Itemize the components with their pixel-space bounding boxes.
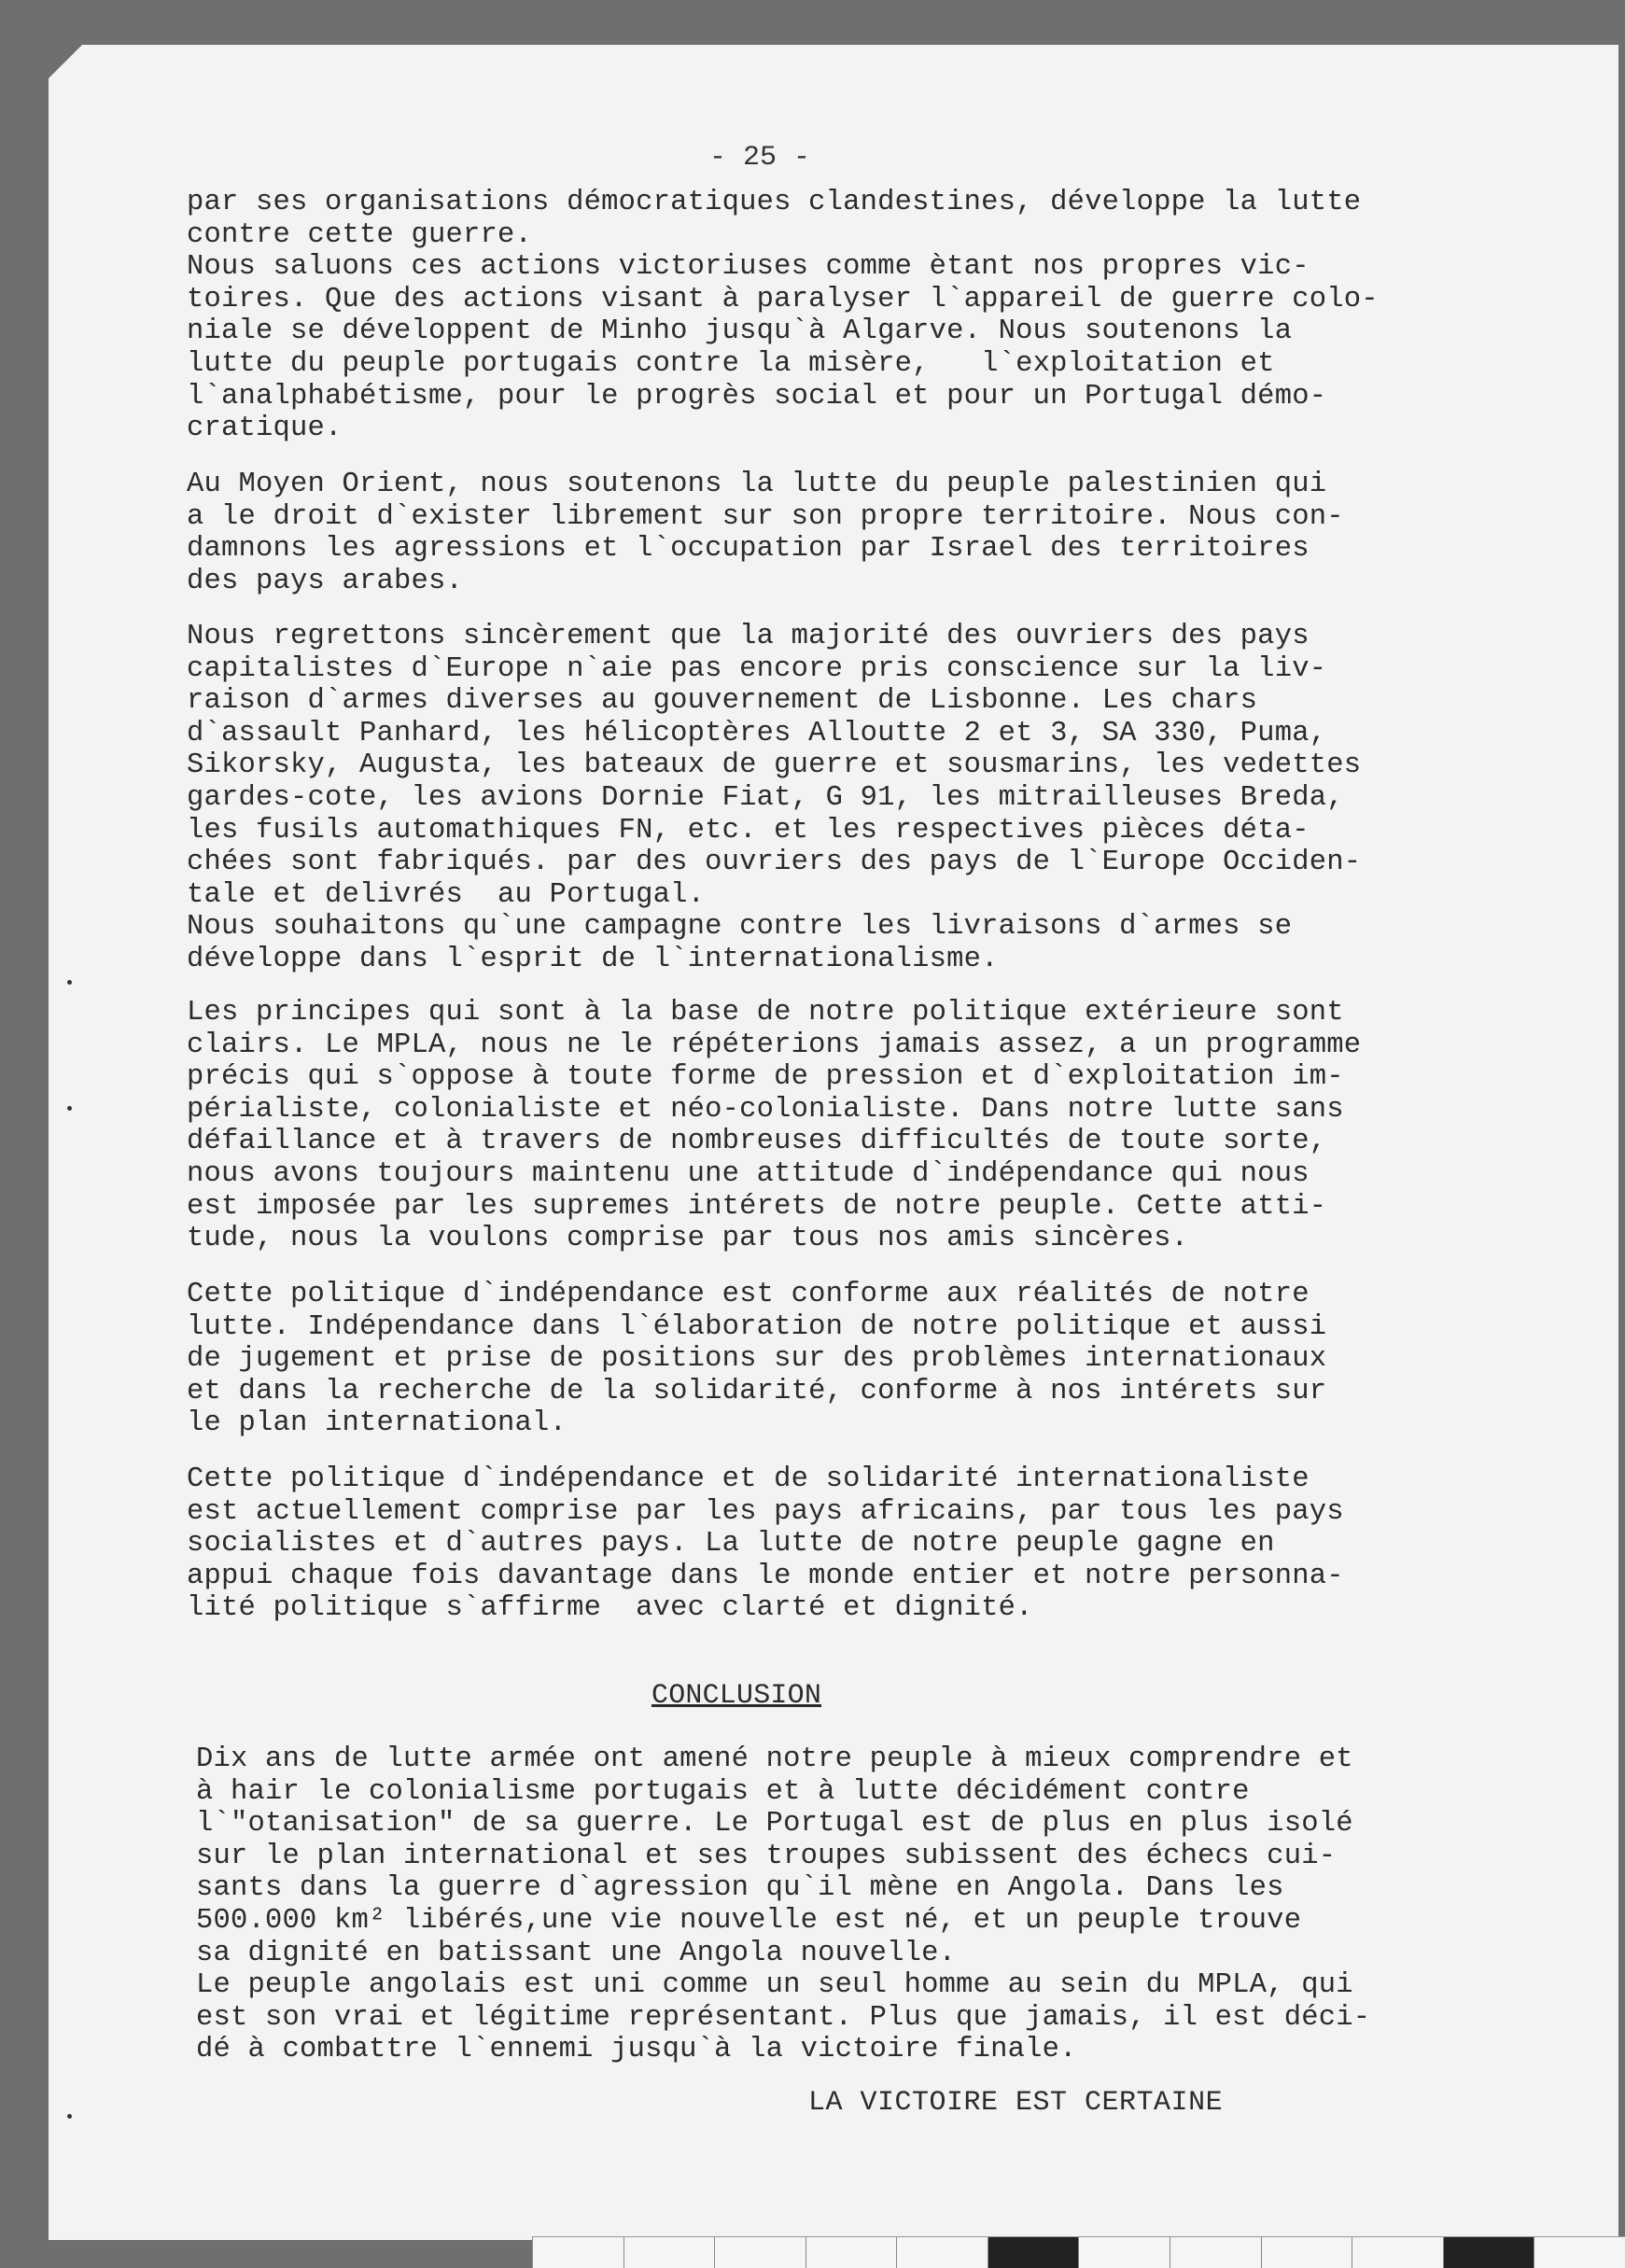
page-number: - 25 - [709, 142, 811, 174]
margin-mark [67, 2114, 72, 2119]
paragraph-arms-deliveries: Nous regrettons sincèrement que la majorité des ouvriers des pays capitalistes d`Europe n`aie pas encore pris conscience sur la liv- raison d`armes diverses au gouvernement de Lisbonne. Les chars d`assault Panhard, les hélicoptères Alloutte 2 et 3, SA 330, Puma, Sikorsky, Augusta, les bateaux de guerre et sousmarins, les vedettes gardes-cote, les avions Dornie Fiat, G 91, les mitrailleuses Breda, les fusils automathiques FN, etc. et les respectives pièces déta- chées sont fabriqués. par des ouvriers des pays de l`Europe Occiden- tale et delivrés au Portugal. Nous souhaitons qu`une campagne contre les livraisons d`armes se développe dans l`esprit de l`internationalisme. [187, 621, 1362, 975]
conclusion-heading: CONCLUSION [651, 1680, 822, 1712]
conclusion-paragraph: Dix ans de lutte armée ont amené notre peuple à mieux comprendre et à hair le colonialisme portugais et à lutte décidément contre l`"otanisation" de sa guerre. Le Portugal est de plus en plus isolé sur le plan international et ses troupes subissent des échecs cui- sants dans la guerre d`agression qu`il mène en Angola. Dans les 500.000 km² libérés,une vie nouvelle est né, et un peuple trouve sa dignité en batissant une Angola nouvelle. Le peuple angolais est uni comme un seul homme au sein du MPLA, qui est son vrai et légitime représentant. Plus que jamais, il est déci- dé à combattre l`ennemi jusqu`à la victoire finale. [196, 1743, 1371, 2066]
closing-line: LA VICTOIRE EST CERTAINE [808, 2087, 1224, 2119]
margin-mark [67, 980, 72, 985]
folded-corner [49, 45, 82, 78]
paragraph-middle-east: Au Moyen Orient, nous soutenons la lutte du peuple palestinien qui a le droit d`exister librement sur son propre territoire. Nous con- damnons les agressions et l`occupation par Israel des territoires des pays arabes. [187, 469, 1344, 597]
paragraph-portugal: par ses organisations démocratiques clandestines, développe la lutte contre cette guerre. Nous saluons ces actions victoriuses comme ètant nos propres vic- toires. Que des actions visant à paralyser l`appareil de guerre colo- niale se développent de Minho jusqu`à Algarve. Nous soutenons la lutte du peuple portugais contre la misère, l`exploitation et l`analphabétisme, pour le progrès social et pour un Portugal démo- cratique. [187, 187, 1379, 445]
paragraph-solidarity: Cette politique d`indépendance et de solidarité internationaliste est actuellement comprise par les pays africains, par tous les pays socialistes et d`autres pays. La lutte de notre peuple gagne en appui chaque fois davantage dans le monde entier et notre personna- lité politique s`affirme avec clarté et dignité. [187, 1463, 1344, 1625]
margin-mark [67, 1106, 72, 1111]
paragraph-foreign-policy: Les principes qui sont à la base de notre politique extérieure sont clairs. Le MPLA, nous ne le répéterions jamais assez, a un programme précis qui s`oppose à toute forme de pression et d`exploitation im- périaliste, colonialiste et néo-colonialiste. Dans notre lutte sans défaillance et à travers de nombreuses difficultés de toute sorte, nous avons toujours maintenu une attitude d`indépendance qui nous est imposée par les supremes intérets de notre peuple. Cette atti- tude, nous la voulons comprise par tous nos amis sincères. [187, 997, 1362, 1255]
paragraph-independence: Cette politique d`indépendance est conforme aux réalités de notre lutte. Indépendance dans l`élaboration de notre politique et aussi de jugement et prise de positions sur des problèmes internationaux et dans la recherche de la solidarité, conforme à nos intérets sur le plan international. [187, 1279, 1327, 1440]
color-scale-bar [532, 2236, 1625, 2268]
